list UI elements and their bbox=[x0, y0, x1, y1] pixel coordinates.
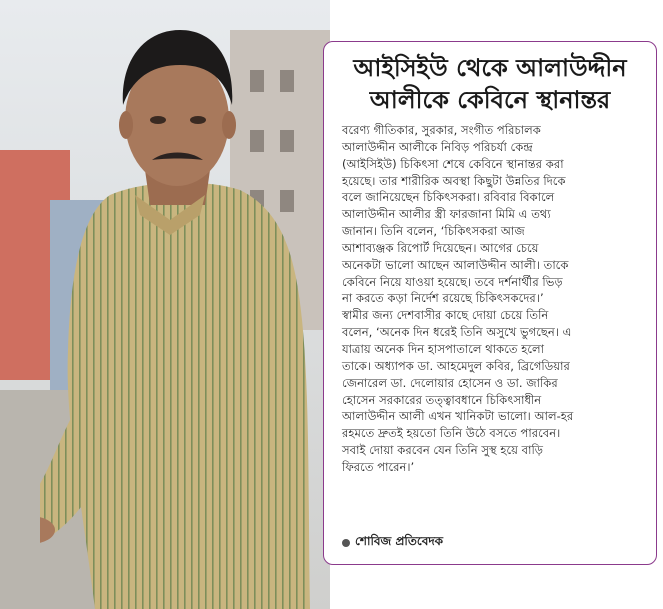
body-line: আলাউদ্দীন আলীর স্ত্রী ফারজানা মিমি এ তথ্য bbox=[342, 207, 551, 222]
headline-line-1: আইসিইউ থেকে আলাউদ্দীন bbox=[353, 54, 627, 82]
body-line: বলেন, ‘অনেক দিন ধরেই তিনি অসুখে ভুগছেন। এ bbox=[342, 325, 572, 340]
body-line: আলাউদ্দীন আলী এখন খানিকটা ভালো। আল-হর bbox=[342, 409, 574, 424]
bullet-icon bbox=[342, 539, 350, 547]
article-headline bbox=[324, 52, 656, 116]
body-line: স্বামীর জন্য দেশবাসীর কাছে দোয়া চেয়ে তিনি bbox=[342, 308, 549, 323]
body-line: সবাই দোয়া করবেন যেন তিনি সুস্থ হয়ে বাড়ি bbox=[342, 443, 544, 458]
body-line: জানান। তিনি বলেন, ‘চিকিৎসকরা আজ bbox=[342, 224, 525, 239]
body-line: ফিরতে পারেন।’ bbox=[342, 459, 415, 474]
article-body bbox=[342, 122, 652, 476]
byline-text: শোবিজ প্রতিবেদক bbox=[355, 534, 444, 548]
body-line: হয়েছে। তার শারীরিক অবস্থা কিছুটা উন্নতির দিকে bbox=[342, 173, 566, 188]
byline bbox=[342, 533, 443, 553]
body-line: রহমতে দ্রুতই হয়তো তিনি উঠে বসতে পারবেন। bbox=[342, 426, 561, 441]
article-card bbox=[323, 41, 657, 565]
body-line: (আইসিইউ) চিকিৎসা শেষে কেবিনে স্থানান্তর করা bbox=[342, 156, 564, 171]
body-line: যাত্রায় অনেক দিন হাসপাতালে থাকতে হলো bbox=[342, 341, 545, 356]
body-line: জেনারেল ডা. দেলোয়ার হোসেন ও ডা. জাকির bbox=[342, 375, 558, 390]
article-photo bbox=[0, 0, 330, 609]
body-line: না করতে কড়া নির্দেশ রয়েছে চিকিৎসকদের।’ bbox=[342, 291, 544, 306]
body-line: বলে জানিয়েছেন চিকিৎসকরা। রবিবার বিকালে bbox=[342, 190, 555, 205]
headline-line-2: আলীকে কেবিনে স্থানান্তর bbox=[369, 86, 611, 114]
body-line: হোসেন সরকারের তত্ত্বাবধানে চিকিৎসাধীন bbox=[342, 392, 542, 407]
body-line: কেবিনে নিয়ে যাওয়া হয়েছে। তবে দর্শনার্থীর ভিড় bbox=[342, 274, 563, 289]
portrait-figure bbox=[40, 20, 330, 609]
body-line: বরেণ্য গীতিকার, সুরকার, সংগীত পরিচালক bbox=[342, 123, 541, 137]
body-line: তাকে। অধ্যাপক ডা. আহমেদুল কবির, ব্রিগেডিয়ার bbox=[342, 358, 570, 373]
body-line: আলাউদ্দীন আলীকে নিবিড় পরিচর্যা কেন্দ্র bbox=[342, 139, 533, 154]
body-line: আশাব্যঞ্জক রিপোর্ট দিয়েছেন। আগের চেয়ে bbox=[342, 240, 539, 255]
body-line: অনেকটা ভালো আছেন আলাউদ্দীন আলী। তাকে bbox=[342, 257, 569, 272]
